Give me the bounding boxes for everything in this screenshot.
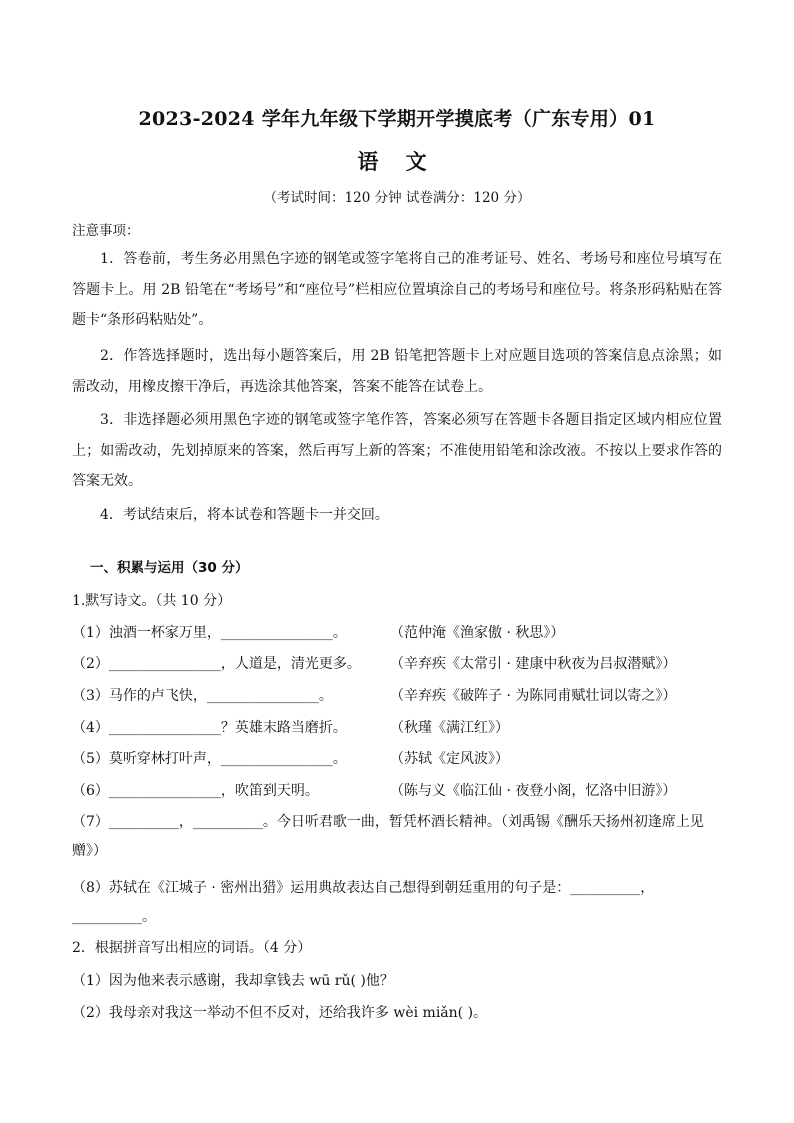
poem-line-text: （2）________________，人道是，清光更多。 [72, 656, 361, 672]
notice-label: 注意事项： [72, 223, 140, 239]
poem-line-1 [72, 622, 732, 644]
poem-line-source: （辛弃疾《太常引 · 建康中秋夜为吕叔潜赋》） [390, 656, 677, 672]
notice-item-1: 1．答卷前，考生务必用黑色字迹的钢笔或签字笔将自己的准考证号、姓名、考场号和座位号填写在答题卡上。用 2B 铅笔在“考场号”和“座位号”栏相应位置填涂自己的考场号和座位号。将条形码粘贴在答题卡“条形码粘贴处”。 [72, 251, 722, 328]
poem-line-source: （辛弃疾《破阵子 · 为陈同甫赋壮词以寄之》） [390, 688, 677, 704]
notice-item-2: 2．作答选择题时，选出每小题答案后，用 2B 铅笔把答题卡上对应题目选项的答案信息点涂黑；如需改动，用橡皮擦干净后，再选涂其他答案，答案不能答在试卷上。 [72, 348, 722, 395]
question-2-title: 2．根据拼音写出相应的词语。（4 分） [72, 940, 312, 956]
poem-line-7: （7）__________，__________。今日听君歌一曲，暂凭杯酒长精神。（刘禹锡《酬乐天扬州初逢席上见赠》） [72, 814, 704, 859]
notice-item-4: 4．考试结束后，将本试卷和答题卡一并交回。 [100, 507, 389, 523]
poem-line-4 [72, 717, 732, 739]
pinyin-question-1: （1）因为他来表示感谢，我却拿钱去 wū rǔ( )他？ [72, 973, 394, 989]
pinyin-question-2: （2）我母亲对我这一举动不但不反对，还给我许多 wèi miǎn( )。 [72, 1005, 488, 1021]
notice-item-3: 3．非选择题必须用黑色字迹的钢笔或签字笔作答，答案必须写在答题卡各题目指定区域内相应位置上；如需改动，先划掉原来的答案，然后再写上新的答案；不准使用铅笔和涂改液。不按以上要求作答的答案无效。 [72, 412, 722, 489]
exam-title: 2023-2024 学年九年级下学期开学摸底考（广东专用）01 [138, 108, 656, 130]
poem-line-source: （苏轼《定风波》） [390, 751, 509, 767]
poem-line-source: （秋瑾《满江红》） [390, 720, 509, 736]
poem-line-3 [72, 685, 732, 707]
poem-line-text: （6）________________，吹笛到天明。 [72, 783, 319, 799]
poem-line-text: （5）莫听穿林打叶声，________________。 [72, 751, 347, 767]
poem-line-text: （1）浊酒一杯家万里，________________。 [72, 625, 347, 641]
poem-line-text: （4）________________？英雄末路当磨折。 [72, 720, 347, 736]
exam-time-info: （考试时间：120 分钟 试卷满分：120 分） [263, 190, 531, 206]
poem-line-source: （陈与义《临江仙 · 夜登小阁，忆洛中旧游》） [390, 783, 677, 799]
subject-title: 语 文 [357, 149, 437, 174]
poem-line-text: （3）马作的卢飞快，________________。 [72, 688, 333, 704]
question-1-title: 1.默写诗文。（共 10 分） [72, 593, 232, 609]
section-heading: 一、积累与运用（30 分） [90, 560, 249, 576]
poem-line-5 [72, 748, 732, 770]
poem-line-source: （范仲淹《渔家傲 · 秋思》） [390, 625, 565, 641]
poem-line-2 [72, 653, 732, 675]
poem-line-8: （8）苏轼在《江城子 · 密州出猎》运用典故表达自己想得到朝廷重用的句子是：__________，__________。 [72, 880, 655, 925]
poem-line-6 [72, 780, 732, 802]
